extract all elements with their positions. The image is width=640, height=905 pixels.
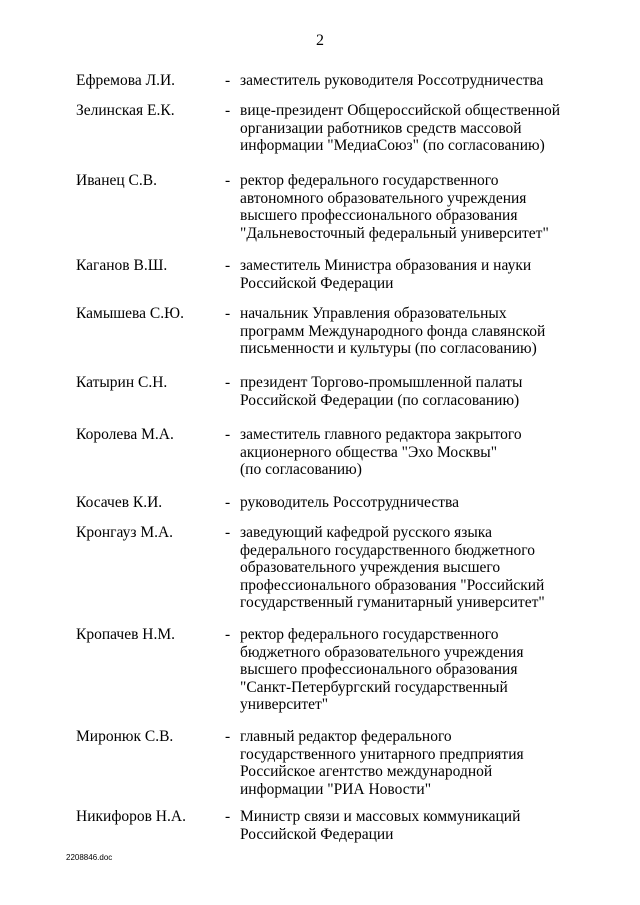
position-line: Министр связи и массовых коммуникаций bbox=[240, 808, 521, 825]
position-line: Российской Федерации (по согласованию) bbox=[240, 391, 520, 409]
member-name: Королева М.А. bbox=[76, 426, 174, 443]
position-line: (по согласованию) bbox=[240, 461, 362, 478]
position-line: государственного унитарного предприятия bbox=[240, 745, 524, 763]
member-position bbox=[240, 728, 580, 798]
position-line: Российской Федерации bbox=[240, 825, 394, 843]
position-line: высшего профессионального образования bbox=[240, 207, 518, 224]
member-position bbox=[240, 257, 580, 292]
member-position bbox=[240, 626, 580, 714]
dash-separator: - bbox=[225, 426, 231, 443]
dash-separator: - bbox=[225, 808, 231, 825]
member-position bbox=[240, 172, 580, 242]
member-position bbox=[240, 808, 580, 843]
member-name: Каганов В.Ш. bbox=[76, 257, 168, 274]
page-number: 2 bbox=[316, 32, 324, 49]
position-line: главный редактор федерального bbox=[240, 728, 452, 745]
dash-separator: - bbox=[225, 257, 231, 274]
position-line: государственный гуманитарный университет" bbox=[240, 594, 545, 611]
member-position bbox=[240, 374, 580, 409]
member-position bbox=[240, 102, 580, 155]
dash-separator: - bbox=[225, 626, 231, 643]
position-line: ректор федерального государственного bbox=[240, 626, 499, 643]
member-name: Миронюк С.В. bbox=[76, 728, 174, 745]
position-line: "Дальневосточный федеральный университет" bbox=[240, 224, 549, 242]
position-line: высшего профессионального образования bbox=[240, 661, 518, 678]
member-name: Зелинская Е.К. bbox=[76, 102, 175, 119]
position-line: федерального государственного бюджетного bbox=[240, 541, 535, 559]
dash-separator: - bbox=[225, 172, 231, 189]
position-line: письменности и культуры (по согласованию) bbox=[240, 340, 537, 357]
dash-separator: - bbox=[225, 494, 231, 511]
member-name: Ефремова Л.И. bbox=[76, 72, 176, 89]
position-line: университет" bbox=[240, 696, 329, 713]
position-line: вице-президент Общероссийской общественной bbox=[240, 102, 561, 119]
position-line: Российское агентство международной bbox=[240, 763, 493, 780]
position-line: автономного образовательного учреждения bbox=[240, 189, 527, 207]
position-line: программ Международного фонда славянской bbox=[240, 322, 546, 340]
position-line: президент Торгово-промышленной палаты bbox=[240, 374, 523, 391]
position-line: начальник Управления образовательных bbox=[240, 305, 507, 322]
position-line: ректор федерального государственного bbox=[240, 172, 499, 189]
member-name: Косачев К.И. bbox=[76, 494, 163, 511]
dash-separator: - bbox=[225, 102, 231, 119]
member-position bbox=[240, 72, 580, 90]
position-line: Российской Федерации bbox=[240, 274, 394, 292]
position-line: заместитель Министра образования и науки bbox=[240, 257, 532, 274]
member-name: Кропачев Н.М. bbox=[76, 626, 175, 643]
member-name: Никифоров Н.А. bbox=[76, 808, 186, 825]
dash-separator: - bbox=[225, 374, 231, 391]
position-line: информации "РИА Новости" bbox=[240, 780, 432, 798]
dash-separator: - bbox=[225, 72, 231, 89]
position-line: "Санкт-Петербургский государственный bbox=[240, 678, 508, 696]
member-name: Камышева С.Ю. bbox=[76, 305, 184, 322]
position-line: заместитель руководителя Россотрудничества bbox=[240, 72, 544, 89]
position-line: бюджетного образовательного учреждения bbox=[240, 643, 524, 661]
member-name: Катырин С.Н. bbox=[76, 374, 168, 391]
member-position bbox=[240, 305, 580, 358]
dash-separator: - bbox=[225, 305, 231, 322]
position-line: заведующий кафедрой русского языка bbox=[240, 524, 492, 541]
dash-separator: - bbox=[225, 524, 231, 541]
dash-separator: - bbox=[225, 728, 231, 745]
position-line: руководитель Россотрудничества bbox=[240, 494, 459, 511]
position-line: заместитель главного редактора закрытого bbox=[240, 426, 522, 443]
position-line: профессионального образования "Российский bbox=[240, 576, 545, 594]
member-position bbox=[240, 426, 580, 479]
position-line: организации работников средств массовой bbox=[240, 119, 522, 137]
member-position bbox=[240, 494, 580, 512]
member-name: Иванец С.В. bbox=[76, 172, 157, 189]
position-line: образовательного учреждения высшего bbox=[240, 559, 501, 576]
position-line: информации "МедиаСоюз" (по согласованию) bbox=[240, 137, 545, 154]
position-line: акционерного общества "Эхо Москвы" bbox=[240, 443, 498, 461]
member-position bbox=[240, 524, 580, 612]
document-filename: 2208846.doc bbox=[66, 853, 113, 862]
member-name: Кронгауз М.А. bbox=[76, 524, 174, 541]
